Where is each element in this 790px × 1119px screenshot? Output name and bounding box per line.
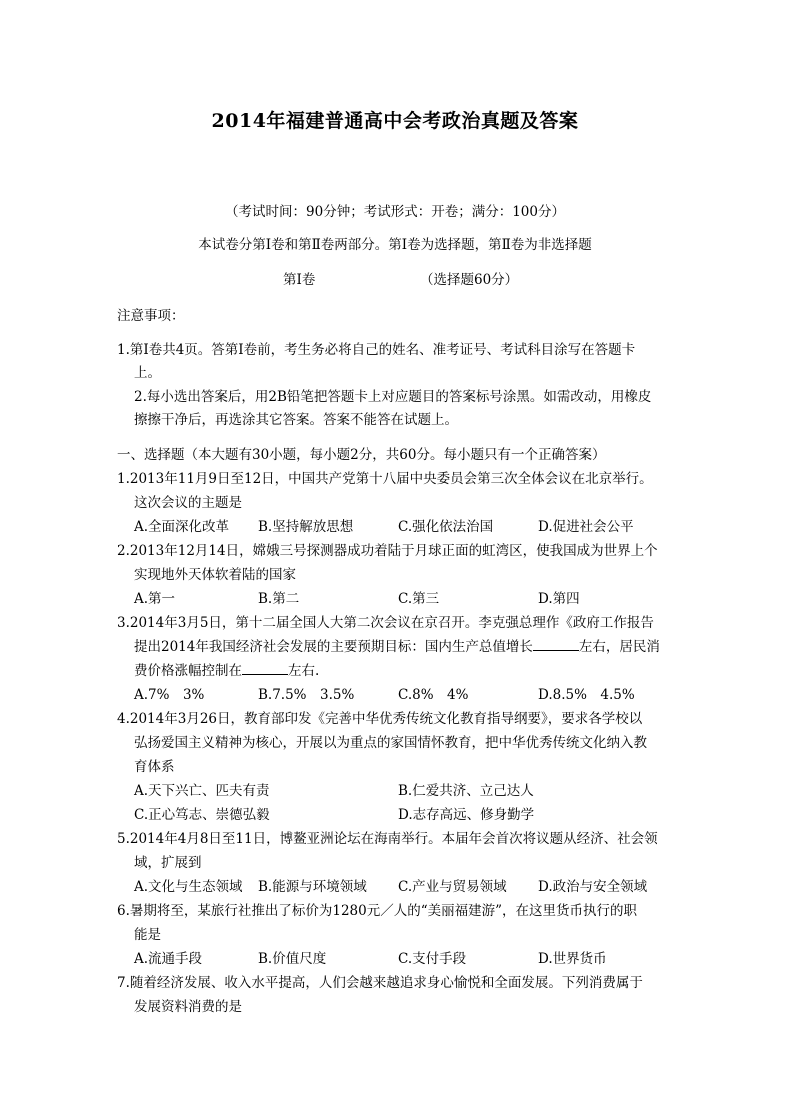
- question-1-line-1: 1.2013年11月9日至12日，中国共产党第十八届中央委员会第三次全体会议在北京举行。: [117, 471, 653, 487]
- document-title: 2014年福建普通高中会考政治真题及答案: [211, 110, 579, 132]
- question-1-option-d: D.促进社会公平: [538, 519, 634, 535]
- question-3-option-d: D.8.5% 4.5%: [538, 687, 635, 703]
- question-4-option-c: C.正心笃志、崇德弘毅: [134, 807, 270, 823]
- question-5-line-2: 域，扩展到: [134, 855, 202, 871]
- notice-item-2-line-2: 擦擦干净后，再选涂其它答案。答案不能答在试题上。: [134, 412, 458, 428]
- question-7-line-1: 7.随着经济发展、收入水平提高，人们会越来越追求身心愉悦和全面发展。下列消费属于: [117, 975, 643, 991]
- question-4-option-a: A.天下兴亡、匹夫有责: [134, 783, 270, 799]
- question-3-line-3-end: 左右.: [288, 663, 320, 679]
- question-5-option-b: B.能源与环境领域: [258, 879, 367, 895]
- question-5-option-c: C.产业与贸易领域: [398, 879, 507, 895]
- question-3-option-b: B.7.5% 3.5%: [258, 687, 355, 703]
- volume-type: （选择题60分）: [420, 272, 519, 288]
- question-6-line-2: 能是: [134, 927, 161, 943]
- question-3-line-2-end: 左右，居民消: [578, 639, 660, 655]
- question-5-line-1: 5.2014年4月8日至11日，博鳌亚洲论坛在海南举行。本届年会首次将议题从经济、社会领: [117, 831, 658, 847]
- question-4-line-3: 育体系: [134, 759, 175, 775]
- question-1-option-b: B.坚持解放思想: [258, 519, 354, 535]
- question-5-option-a: A.文化与生态领域: [134, 879, 243, 895]
- answer-blank: [533, 638, 579, 651]
- question-1-option-c: C.强化依法治国: [398, 519, 494, 535]
- question-4-option-b: B.仁爱共济、立己达人: [398, 783, 534, 799]
- question-3-option-c: C.8% 4%: [398, 687, 469, 703]
- question-4-line-2: 弘扬爱国主义精神为核心，开展以为重点的家国情怀教育，把中华优秀传统文化纳入教: [134, 735, 647, 751]
- question-2-option-a: A.第一: [134, 591, 176, 607]
- question-2-line-2: 实现地外天体软着陆的国家: [134, 567, 296, 583]
- question-4-line-1: 4.2014年3月26日，教育部印发《完善中华优秀传统文化教育指导纲要》，要求各学校以: [117, 711, 643, 727]
- question-2-option-b: B.第二: [258, 591, 300, 607]
- question-3-line-3: [134, 662, 319, 680]
- question-2-option-d: D.第四: [538, 591, 580, 607]
- question-6-option-b: B.价值尺度: [258, 951, 327, 967]
- question-3-line-1: 3.2014年3月5日，第十二届全国人大第二次会议在京召开。李克强总理作《政府工作报告: [117, 615, 654, 631]
- notice-item-1-line-2: 上。: [134, 365, 161, 381]
- question-1-option-a: A.全面深化改革: [134, 519, 230, 535]
- paper-description: 本试卷分第Ⅰ卷和第Ⅱ卷两部分。第Ⅰ卷为选择题，第Ⅱ卷为非选择题: [198, 237, 592, 253]
- answer-blank: [242, 662, 288, 675]
- notice-item-2-line-1: 2.每小选出答案后，用2B铅笔把答题卡上对应题目的答案标号涂黑。如需改动，用橡皮: [134, 389, 652, 405]
- question-3-line-2: [134, 638, 660, 656]
- notice-item-1-line-1: 1.第Ⅰ卷共4页。答第Ⅰ卷前，考生务必将自己的姓名、准考证号、考试科目涂写在答题卡: [117, 342, 636, 358]
- question-4-option-d: D.志存高远、修身勤学: [398, 807, 535, 823]
- question-3-option-a: A.7% 3%: [134, 687, 205, 703]
- question-5-option-d: D.政治与安全领域: [538, 879, 648, 895]
- question-2-line-1: 2.2013年12月14日，嫦娥三号探测器成功着陆于月球正面的虹湾区，使我国成为世界上个: [117, 543, 658, 559]
- question-3-line-3-start: 费价格涨幅控制在: [134, 663, 242, 679]
- section-1-heading: 一、选择题（本大题有30小题，每小题2分，共60分。每小题只有一个正确答案）: [117, 447, 606, 463]
- question-6-option-c: C.支付手段: [398, 951, 467, 967]
- question-2-option-c: C.第三: [398, 591, 440, 607]
- question-6-line-1: 6.暑期将至，某旅行社推出了标价为1280元／人的“美丽福建游”，在这里货币执行的职: [117, 903, 638, 919]
- volume-name: 第Ⅰ卷: [283, 272, 316, 288]
- exam-info: （考试时间：90分钟；考试形式：开卷；满分：100分）: [225, 204, 565, 220]
- question-7-line-2: 发展资料消费的是: [134, 999, 242, 1015]
- question-6-option-d: D.世界货币: [538, 951, 607, 967]
- question-3-line-2-start: 提出2014年我国经济社会发展的主要预期目标：国内生产总值增长: [134, 639, 533, 655]
- question-6-option-a: A.流通手段: [134, 951, 203, 967]
- notice-heading: 注意事项：: [117, 308, 185, 324]
- question-1-line-2: 这次会议的主题是: [134, 495, 242, 511]
